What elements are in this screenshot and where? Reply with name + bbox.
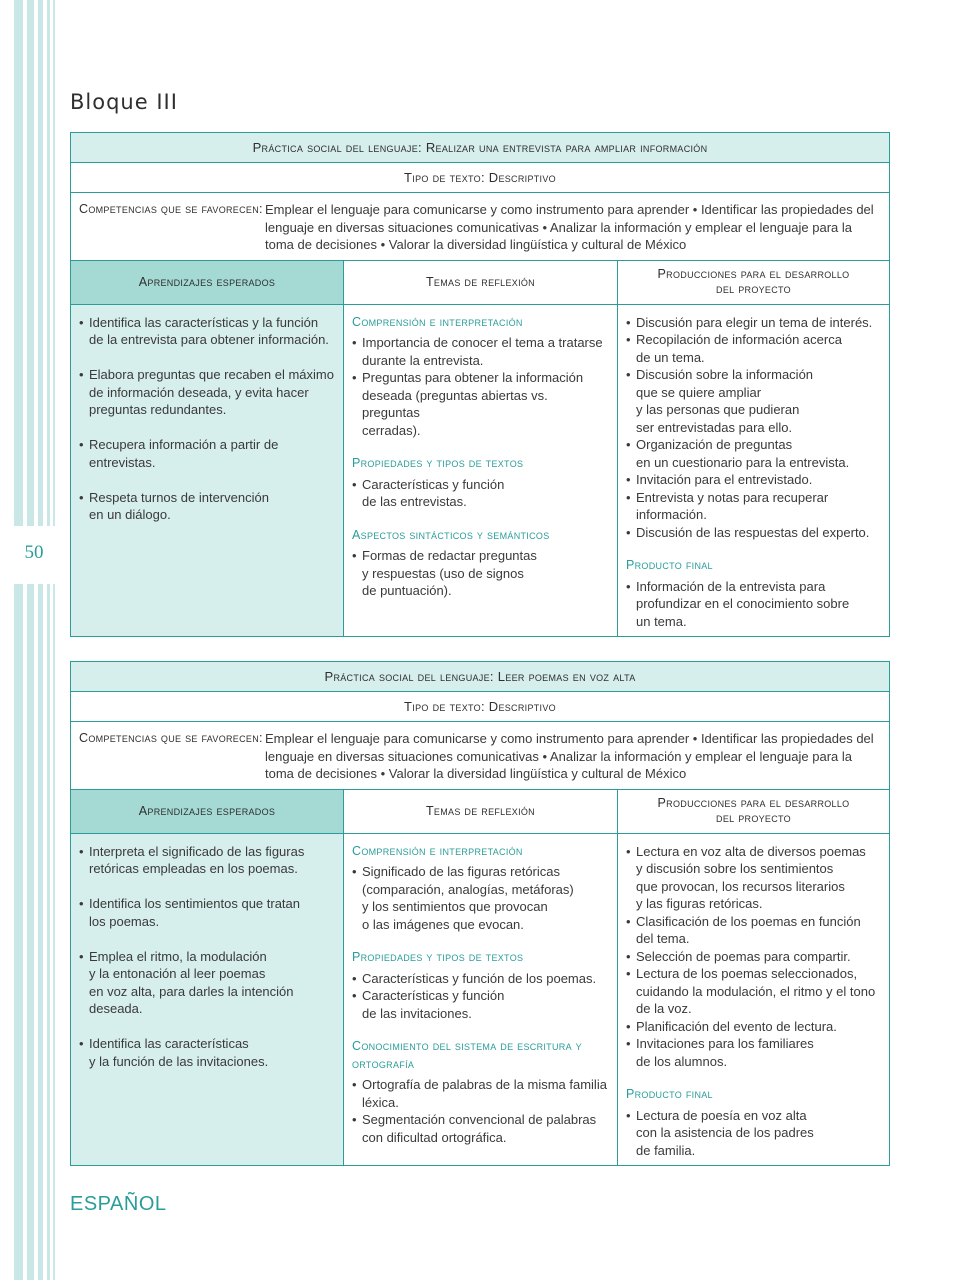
- text-line: de la voz.: [636, 1001, 692, 1016]
- list-item: [352, 369, 609, 439]
- tipo-de-texto: Tipo de texto: Descriptivo: [71, 692, 889, 722]
- table-entrevista: [70, 132, 890, 637]
- list-item: [626, 913, 881, 948]
- text-line: Recupera información a partir de entrevistas.: [89, 437, 279, 470]
- header-aprendizajes: Aprendizajes esperados: [71, 261, 344, 304]
- producciones-cell: [618, 834, 889, 1166]
- text-line: de los alumnos.: [636, 1053, 728, 1069]
- table-poemas: [70, 661, 890, 1166]
- column-headers: [71, 261, 889, 305]
- text-line: Discusión sobre la información: [636, 367, 814, 382]
- text-line: y la función de las invitaciones.: [89, 1053, 269, 1069]
- text-line: Invitaciones para los familiares: [636, 1036, 814, 1051]
- competencias-label: Competencias que se favorecen:: [79, 202, 263, 216]
- text-line: o las imágenes que evocan.: [362, 916, 524, 932]
- competencias-text: Emplear el lenguaje para comunicarse y como instrumento para aprender • Identificar las propiedades del lenguaje en diversas situaciones comunicativas • Analizar la información y emplear el lenguaje para la toma de decisiones • Valorar la diversidad lingüística y cultural de México: [265, 202, 874, 252]
- header-producciones: Producciones para el desarrollo del proyecto: [657, 267, 850, 296]
- list-item: [352, 987, 609, 1022]
- text-line: en un diálogo.: [89, 507, 171, 522]
- text-line: retóricas empleadas en los poemas.: [89, 861, 298, 876]
- producciones-cell: [618, 305, 889, 637]
- text-line: un tema.: [636, 613, 687, 629]
- tipo-de-texto: Tipo de texto: Descriptivo: [71, 163, 889, 193]
- temas-cell: [344, 305, 618, 637]
- text-line: con la asistencia de los padres: [636, 1125, 814, 1140]
- text-line: preguntas redundantes.: [89, 402, 227, 417]
- text-line: Recopilación de información acerca: [636, 332, 842, 347]
- text-line: cerradas).: [362, 422, 421, 438]
- text-line: y las figuras retóricas.: [636, 896, 763, 911]
- list-item: [352, 334, 609, 369]
- practica-social-header: Práctica social del lenguaje: Leer poemas en voz alta: [71, 662, 889, 692]
- text-line: del tema.: [636, 931, 690, 946]
- text-line: Importancia de conocer el tema a tratarse: [362, 335, 603, 350]
- text-line: Emplea el ritmo, la modulación: [89, 948, 267, 964]
- list-item: [626, 471, 881, 489]
- list-item: [626, 843, 881, 913]
- practica-social-header: Práctica social del lenguaje: Realizar una entrevista para ampliar información: [71, 133, 889, 163]
- text-line: Entrevista y notas para recuperar información.: [636, 489, 829, 522]
- list-item: [79, 1035, 335, 1070]
- text-line: Elabora preguntas que recaben el máximo: [89, 367, 334, 382]
- text-line: que provocan, los recursos literarios: [636, 878, 845, 894]
- text-line: y las personas que pudieran: [636, 402, 800, 417]
- text-line: de las entrevistas.: [362, 494, 467, 509]
- section-title: Conocimiento del sistema de escritura y ortografía: [352, 1039, 582, 1071]
- text-line: los poemas.: [89, 913, 160, 929]
- list-item: [626, 1018, 881, 1036]
- list-item: [79, 948, 335, 1018]
- text-line: Identifica los sentimientos que tratan: [89, 896, 301, 911]
- text-line: de información deseada, y evita hacer: [89, 384, 309, 400]
- text-line: Información de la entrevista para: [636, 578, 826, 594]
- text-line: Preguntas para obtener la información: [362, 370, 584, 385]
- list-item: [79, 843, 335, 878]
- page-number: 50: [24, 542, 44, 563]
- text-line: Ortografía de palabras de la misma familia: [362, 1077, 607, 1092]
- competencias-row: [71, 722, 889, 790]
- decorative-stripes: [0, 0, 60, 1280]
- text-line: Discusión de las respuestas del experto.: [636, 524, 870, 540]
- text-line: Identifica las características y la función: [89, 314, 319, 330]
- text-line: Planificación del evento de lectura.: [636, 1018, 837, 1034]
- column-headers: [71, 790, 889, 834]
- page-title: Bloque III: [70, 90, 178, 114]
- text-line: Características y función de los poemas.: [362, 970, 597, 986]
- text-line: de las invitaciones.: [362, 1005, 472, 1021]
- list-item: [626, 578, 881, 631]
- section-title: Comprensión e interpretación: [352, 314, 523, 329]
- list-item: [626, 948, 881, 966]
- section-title: Propiedades y tipos de textos: [352, 456, 524, 470]
- list-item: [79, 314, 335, 349]
- text-line: Interpreta el significado de las figuras: [89, 843, 305, 859]
- header-temas: Temas de reflexión: [344, 261, 618, 304]
- temas-cell: [344, 834, 618, 1166]
- list-item: [626, 331, 881, 366]
- aprendizajes-cell: [71, 305, 344, 637]
- text-line: durante la entrevista.: [362, 352, 484, 368]
- list-item: [626, 965, 881, 1018]
- text-line: de un tema.: [636, 349, 705, 365]
- text-line: cuidando la modulación, el ritmo y el tono: [636, 983, 876, 999]
- text-line: Selección de poemas para compartir.: [636, 948, 851, 964]
- text-line: Características y función: [362, 476, 505, 492]
- section-title: Comprensión e interpretación: [352, 843, 523, 858]
- list-item: [626, 314, 881, 332]
- text-line: léxica.: [362, 1094, 399, 1110]
- list-item: [352, 1111, 609, 1146]
- list-item: [79, 436, 335, 471]
- text-line: Segmentación convencional de palabras: [362, 1112, 597, 1127]
- text-line: deseada (preguntas abiertas vs. preguntas: [362, 387, 548, 420]
- list-item: [352, 547, 609, 600]
- text-line: ser entrevistadas para ello.: [636, 419, 793, 435]
- list-item: [79, 489, 335, 524]
- text-line: Identifica las características: [89, 1036, 249, 1051]
- text-line: de puntuación).: [362, 583, 452, 598]
- text-line: (comparación, analogías, metáforas): [362, 881, 574, 897]
- list-item: [626, 1035, 881, 1070]
- text-line: y respuestas (uso de signos: [362, 565, 524, 581]
- text-line: de familia.: [636, 1142, 696, 1158]
- list-item: [352, 476, 609, 511]
- list-item: [352, 1076, 609, 1111]
- text-line: Lectura de poesía en voz alta: [636, 1107, 807, 1123]
- text-line: y discusión sobre los sentimientos: [636, 861, 834, 876]
- text-line: en voz alta, para darles la intención: [89, 983, 294, 999]
- text-line: que se quiere ampliar: [636, 384, 762, 400]
- text-line: con dificultad ortográfica.: [362, 1129, 507, 1145]
- list-item: [352, 970, 609, 988]
- text-line: en un cuestionario para la entrevista.: [636, 454, 850, 470]
- text-line: Lectura de los poemas seleccionados,: [636, 966, 858, 981]
- aprendizajes-cell: [71, 834, 344, 1166]
- text-line: Significado de las figuras retóricas: [362, 864, 560, 879]
- header-temas: Temas de reflexión: [344, 790, 618, 833]
- header-aprendizajes: Aprendizajes esperados: [71, 790, 344, 833]
- competencias-text: Emplear el lenguaje para comunicarse y como instrumento para aprender • Identificar las propiedades del lenguaje en diversas situaciones comunicativas • Analizar la información y emplear el lenguaje para la toma de decisiones • Valorar la diversidad lingüística y cultural de México: [265, 731, 874, 781]
- section-title: Aspectos sintácticos y semánticos: [352, 527, 550, 542]
- text-line: Discusión para elegir un tema de interés.: [636, 314, 873, 330]
- list-item: [352, 863, 609, 933]
- text-line: Características y función: [362, 988, 505, 1003]
- text-line: y la entonación al leer poemas: [89, 966, 266, 981]
- list-item: [79, 895, 335, 930]
- list-item: [626, 436, 881, 471]
- list-item: [79, 366, 335, 419]
- competencias-label: Competencias que se favorecen:: [79, 731, 263, 745]
- subject-footer: ESPAÑOL: [70, 1193, 167, 1215]
- text-line: Clasificación de los poemas en función: [636, 913, 861, 929]
- producto-final-title: Producto final: [626, 558, 713, 572]
- text-line: Lectura en voz alta de diversos poemas: [636, 843, 866, 859]
- text-line: y los sentimientos que provocan: [362, 899, 548, 914]
- list-item: [626, 366, 881, 436]
- content-row: [71, 834, 889, 1166]
- list-item: [626, 1107, 881, 1160]
- section-title: Propiedades y tipos de textos: [352, 950, 524, 964]
- text-line: Invitación para el entrevistado.: [636, 472, 813, 487]
- list-item: [626, 524, 881, 542]
- content-row: [71, 305, 889, 637]
- list-item: [626, 489, 881, 524]
- header-producciones: Producciones para el desarrollo del proyecto: [657, 796, 850, 825]
- competencias-row: [71, 193, 889, 261]
- text-line: deseada.: [89, 1001, 143, 1016]
- text-line: profundizar en el conocimiento sobre: [636, 596, 850, 611]
- text-line: Respeta turnos de intervención: [89, 489, 269, 505]
- text-line: Formas de redactar preguntas: [362, 548, 537, 563]
- producto-final-title: Producto final: [626, 1087, 713, 1101]
- text-line: de la entrevista para obtener información.: [89, 332, 329, 347]
- text-line: Organización de preguntas: [636, 437, 793, 452]
